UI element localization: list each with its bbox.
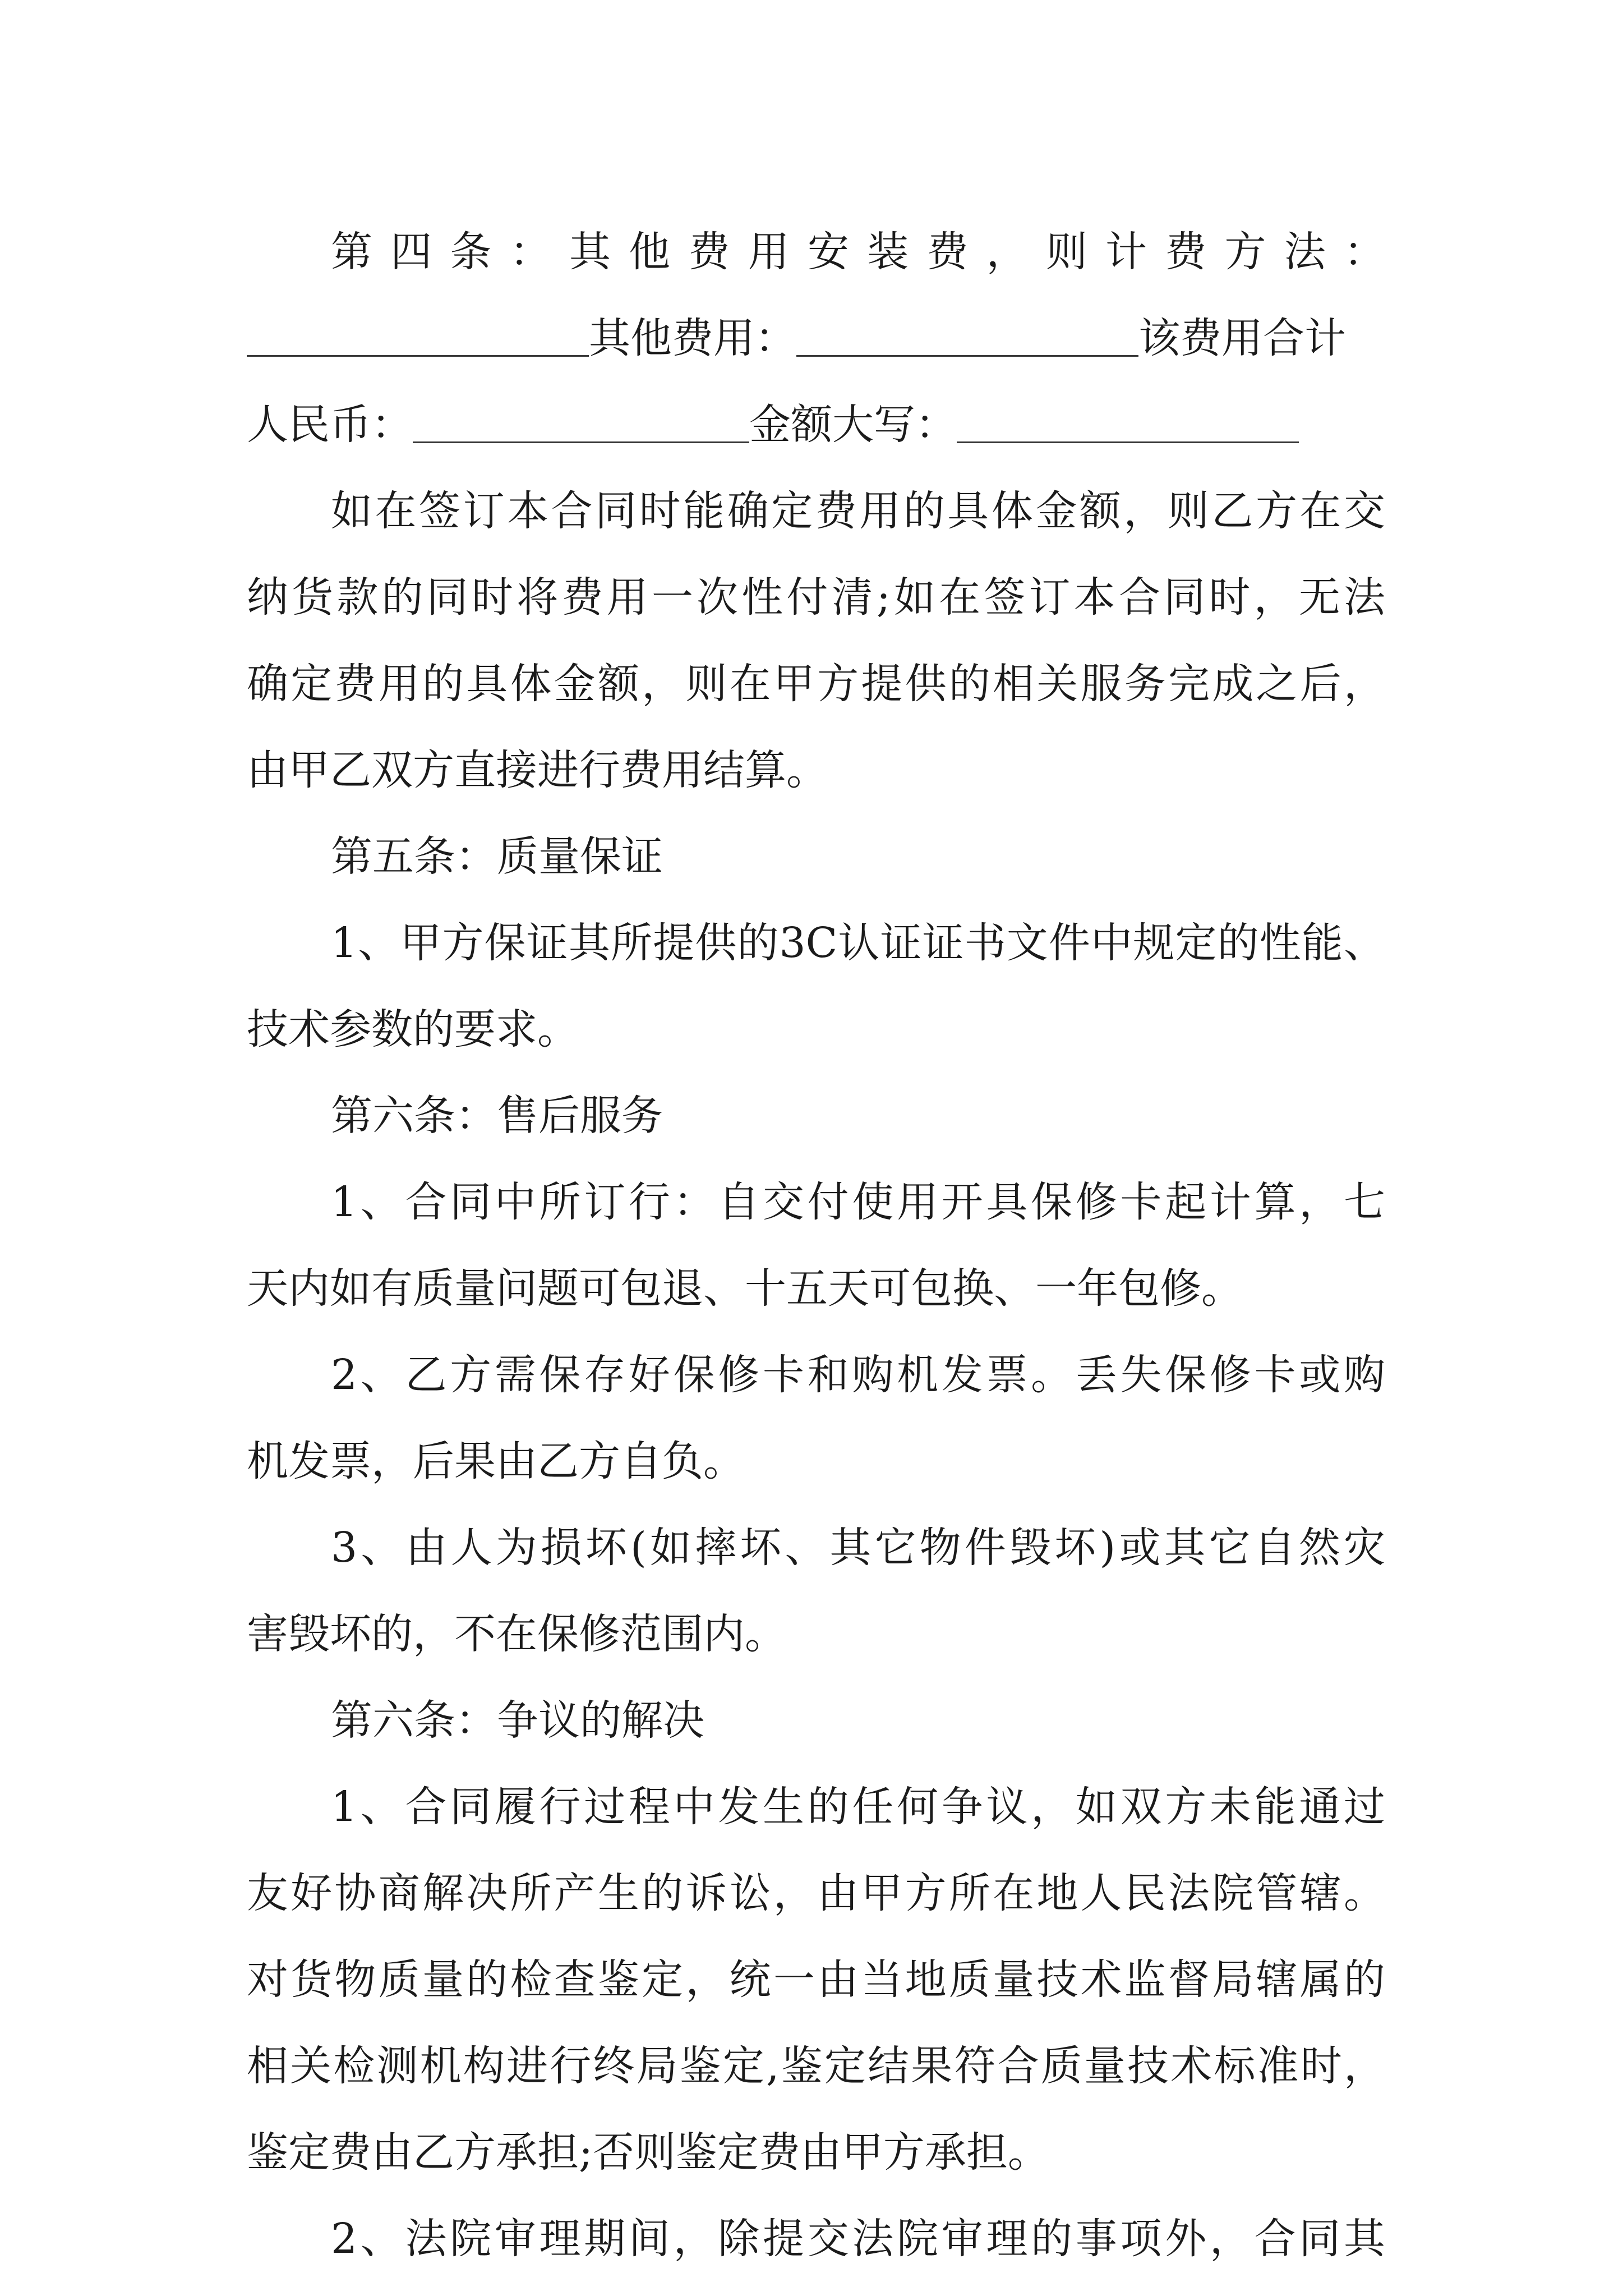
paragraph-line: 鉴定费由乙方承担;否则鉴定费由甲方承担。 [247,2128,1049,2177]
fee-fill-line-2 [247,381,1385,468]
blank-amount-in-words[interactable] [957,400,1299,443]
paragraph-line: 对货物质量的检查鉴定，统一由当地质量技术监督局辖属的 [247,1955,1385,2004]
clause-6-heading: 第六条：售后服务 [331,1092,663,1140]
paragraph-line: 1、合同履行过程中发生的任何争议，如双方未能通过 [331,1783,1385,1831]
paragraph-line: 确定费用的具体金额，则在甲方提供的相关服务完成之后， [247,660,1385,708]
fee-fill-line-1 [247,295,1385,381]
paragraph-line: 机发票，后果由乙方自负。 [247,1437,745,1485]
contract-text [247,209,1385,2282]
paragraph-line: 天内如有质量问题可包退、十五天可包换、一年包修。 [247,1264,1243,1313]
paragraph-line: 1、合同中所订行：自交付使用开具保修卡起计算，七 [331,1178,1385,1226]
fee-label-other: 其他费用： [589,314,796,362]
paragraph-line: 友好协商解决所产生的诉讼，由甲方所在地人民法院管辖。 [247,1869,1385,1917]
fee-label-total: 该费用合计 [1138,314,1346,362]
fee-label-rmb: 人民币： [247,401,413,449]
paragraph-line: 3、由人为损坏(如摔坏、其它物件毁坏)或其它自然灾 [331,1524,1385,1572]
paragraph-line: 由甲乙双方直接进行费用结算。 [247,746,828,794]
fee-label-capital: 金额大写： [749,401,957,449]
blank-install-fee-method[interactable] [247,314,589,357]
paragraph-line: 害毁坏的，不在保修范围内。 [247,1610,786,1658]
clause-6-dispute-heading: 第六条：争议的解决 [331,1696,704,1745]
paragraph-line: 2、乙方需保存好保修卡和购机发票。丢失保修卡或购 [331,1351,1385,1399]
clause-5-heading: 第五条：质量保证 [331,832,663,881]
paragraph-line: 相关检测机构进行终局鉴定,鉴定结果符合质量技术标准时， [247,2042,1385,2090]
paragraph-line: 1、甲方保证其所提供的3C认证证书文件中规定的性能、 [331,919,1385,967]
clause-4-heading: 第四条：其他费用安装费，则计费方法： [331,228,1385,276]
paragraph-line: 如在签订本合同时能确定费用的具体金额，则乙方在交 [331,487,1385,535]
paragraph-line: 技术参数的要求。 [247,1005,579,1053]
blank-other-fee[interactable] [796,314,1138,357]
paragraph-line: 纳货款的同时将费用一次性付清;如在签订本合同时，无法 [247,573,1385,622]
paragraph-line: 2、法院审理期间，除提交法院审理的事项外，合同其 [331,2215,1385,2263]
blank-rmb-amount[interactable] [413,400,749,443]
